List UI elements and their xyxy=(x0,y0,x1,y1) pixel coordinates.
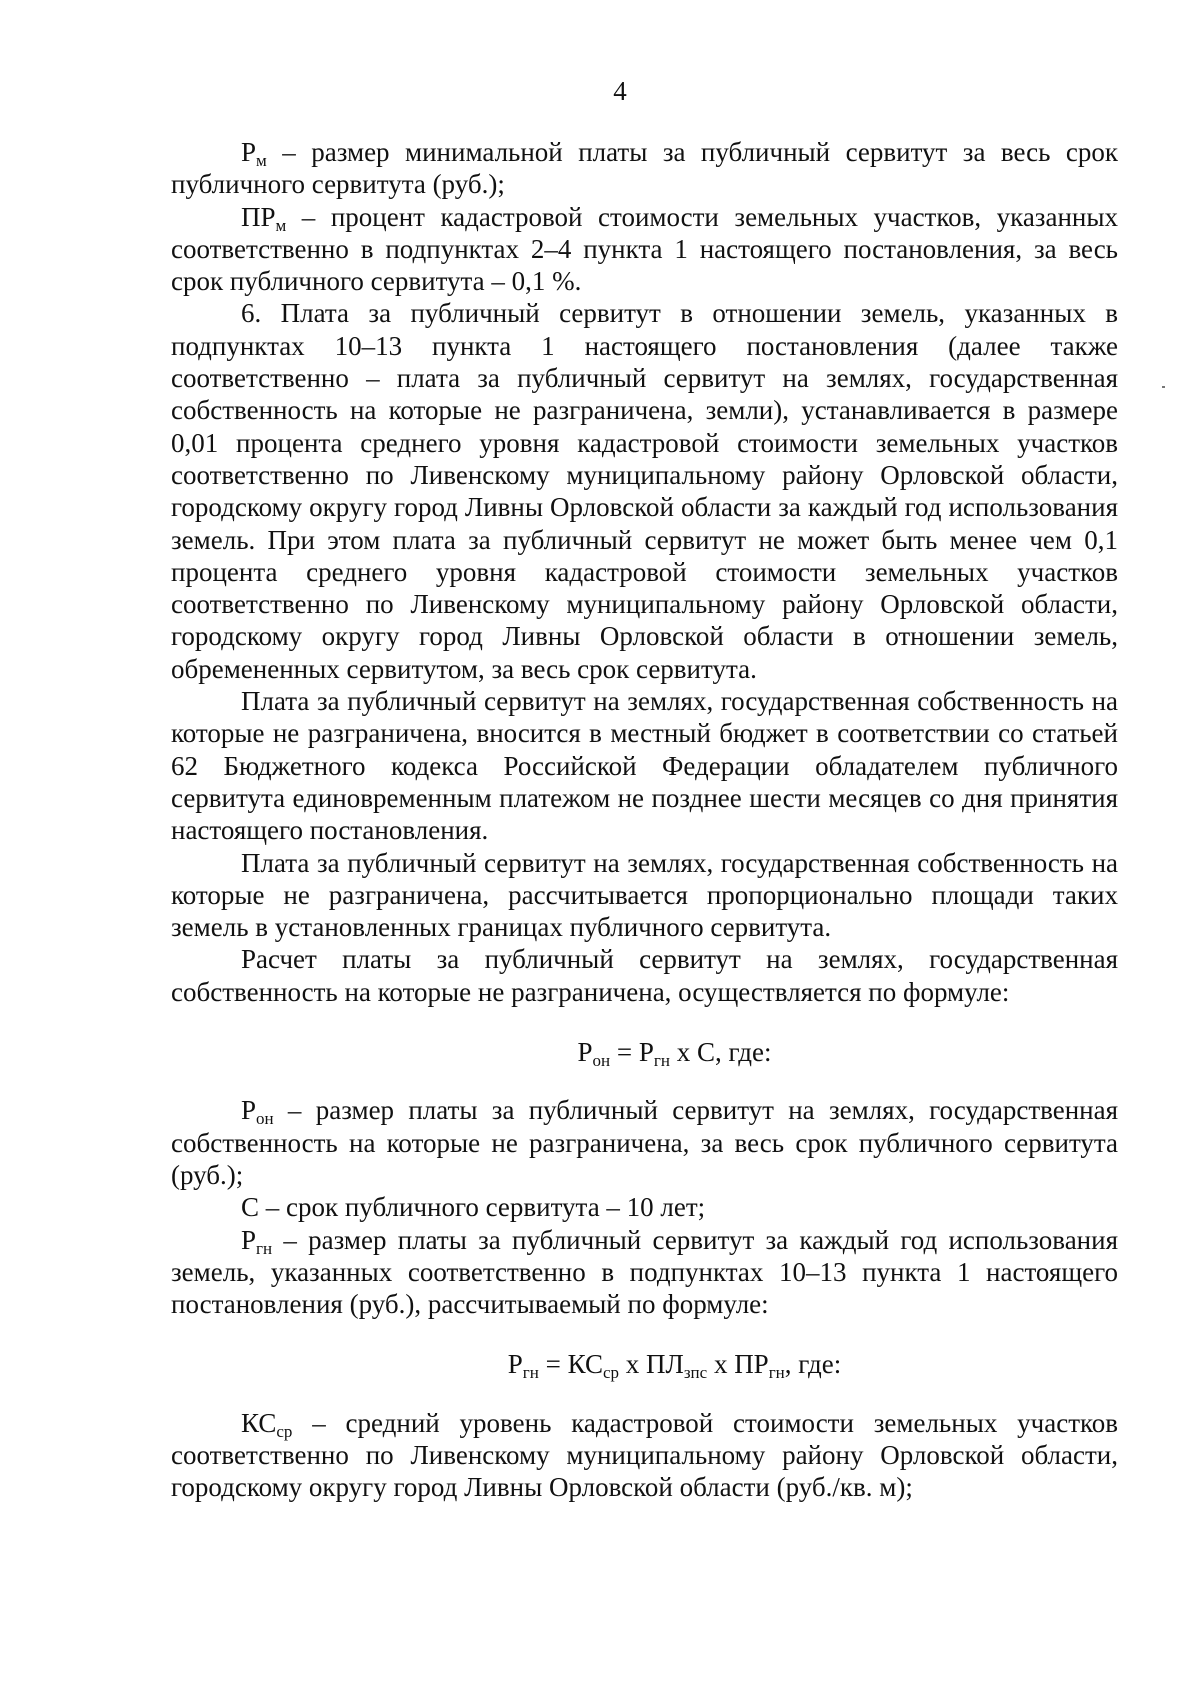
symbol: ПР xyxy=(241,201,276,232)
definition-text: – размер минимальной платы за публичный сервитут за весь срок публичного сервитута (руб.); xyxy=(171,137,1118,200)
definition-text: – средний уровень кадастровой стоимости земельных участков соответственно по Ливенскому муниципальному району Орловской области, городскому округу город Ливны Орловской области (руб./кв. м); xyxy=(171,1407,1118,1503)
formula-subscript: он xyxy=(592,1051,611,1071)
symbol-subscript: ср xyxy=(276,1421,293,1441)
formula-pon xyxy=(171,1036,1118,1071)
paragraph-formula-intro: Расчет платы за публичный сервитут на землях, государственная собственность на которые не разграничена, осуществляется по формуле: xyxy=(171,944,1118,1007)
paragraph-c-definition: С – срок публичного сервитута – 10 лет; xyxy=(241,1192,706,1223)
formula-term: Р xyxy=(507,1349,523,1380)
paragraph-pon-definition xyxy=(171,1094,1118,1191)
symbol: Р xyxy=(241,1224,257,1255)
paragraph-pm-definition xyxy=(171,136,1118,201)
definition-text: – процент кадастровой стоимости земельных участков, указанных соответственно в подпунктах 2–4 пункта 1 настоящего постановления, за весь срок публичного сервитута – 0,1 %. xyxy=(171,201,1118,297)
formula-subscript: ср xyxy=(602,1363,620,1383)
symbol-subscript: м xyxy=(256,151,267,170)
formula-subscript: гн xyxy=(522,1363,539,1383)
paragraph-proportional-calculation: Плата за публичный сервитут на землях, государственная собственность на которые не разграничена, рассчитывается пропорционально площади таких земель в установленных границах публичного сервитута. xyxy=(171,847,1118,943)
formula-tail: х С, где: xyxy=(670,1037,772,1068)
formula-term: ПР xyxy=(734,1349,769,1380)
paragraph-item-6: 6. Плата за публичный сервитут в отношении земель, указанных в подпунктах 10–13 пункта 1 настоящего постановления (далее также соответственно – плата за публичный сервитут на землях, государственная собственность на которые не разграничена, земли), устанавливается в размере 0,01 процента среднего уровня кадастровой стоимости земельных участков соответственно по Ливенскому муниципальному району Орловской области, городскому округу город Ливны Орловской области за каждый год использования земель. При этом плата за публичный сервитут не может быть менее чем 0,1 процента среднего уровня кадастровой стоимости земельных участков соответственно по Ливенскому муниципальному району Орловской области, городскому округу город Ливны Орловской области в отношении земель, обремененных сервитутом, за весь срок сервитута. xyxy=(171,298,1118,684)
formula-term: ПЛ xyxy=(646,1349,684,1380)
symbol-subscript: он xyxy=(256,1109,274,1129)
formula-term: Р xyxy=(638,1037,654,1068)
formula-operator: = xyxy=(610,1037,639,1068)
formula-operator: = xyxy=(538,1349,568,1380)
formula-pgn xyxy=(171,1348,1118,1383)
formula-subscript: зпс xyxy=(683,1363,708,1383)
page-number: 4 xyxy=(613,76,627,106)
document-body xyxy=(171,136,1118,1504)
formula-subscript: гн xyxy=(653,1051,670,1071)
symbol: КС xyxy=(241,1407,277,1438)
paragraph-kscp-definition xyxy=(171,1407,1118,1504)
formula-tail: , где: xyxy=(784,1349,842,1380)
symbol: Р xyxy=(241,137,257,167)
paragraph-payment-procedure: Плата за публичный сервитут на землях, государственная собственность на которые не разграничена, вносится в местный бюджет в соответствии со статьей 62 Бюджетного кодекса Российской Федерации обладателем публичного сервитута единовременным платежом не позднее шести месяцев со дня принятия настоящего постановления. xyxy=(171,686,1118,846)
formula-operator: х xyxy=(707,1349,735,1380)
symbol: Р xyxy=(241,1095,257,1126)
formula-subscript: гн xyxy=(768,1363,785,1383)
paragraph-pgn-definition xyxy=(171,1224,1118,1321)
definition-text: – размер платы за публичный сервитут на землях, государственная собственность на которые не разграничена, за весь срок публичного сервитута (руб.); xyxy=(171,1095,1118,1190)
formula-operator: х xyxy=(619,1349,647,1380)
symbol-subscript: гн xyxy=(256,1238,273,1258)
formula-term: Р xyxy=(577,1037,593,1068)
scan-mark xyxy=(1162,386,1165,388)
symbol-subscript: м xyxy=(275,215,287,235)
paragraph-prm-definition xyxy=(171,201,1118,298)
definition-text: – размер платы за публичный сервитут за каждый год использования земель, указанных соответственно в подпунктах 10–13 пункта 1 настоящего постановления (руб.), рассчитываемый по формуле: xyxy=(171,1224,1118,1320)
formula-term: КС xyxy=(567,1349,603,1380)
